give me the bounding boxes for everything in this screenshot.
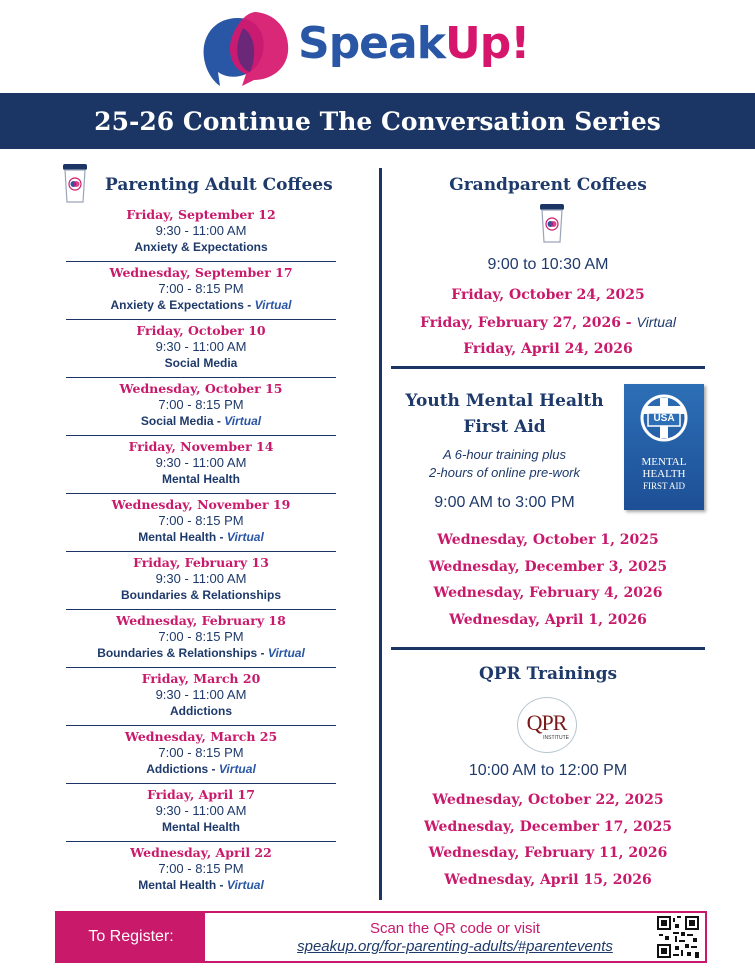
- qpr-time: 10:00 AM to 12:00 PM: [468, 762, 628, 779]
- event-date: Wednesday, March 25: [124, 729, 278, 744]
- event-time: 9:30 - 11:00 AM: [155, 455, 247, 470]
- event-date: Friday, October 10: [136, 323, 266, 338]
- grandparent-coffees-title: Grandparent Coffees: [449, 175, 647, 195]
- event-time: 9:30 - 11:00 AM: [155, 571, 247, 586]
- event-date: Wednesday, February 18: [116, 613, 286, 628]
- virtual-label: Virtual: [226, 530, 264, 544]
- date-item: Wednesday, April 1, 2026: [449, 611, 647, 628]
- qpr-dates: [391, 787, 705, 893]
- grandparent-time: 9:00 to 10:30 AM: [487, 256, 609, 273]
- event-item: [66, 320, 336, 378]
- grandparent-dates: [391, 282, 705, 363]
- event-time: 7:00 - 8:15 PM: [158, 861, 244, 876]
- section-divider: [391, 647, 705, 650]
- event-time: 9:30 - 11:00 AM: [155, 339, 247, 354]
- date-item: Wednesday, February 11, 2026: [428, 845, 668, 861]
- event-time: 7:00 - 8:15 PM: [158, 281, 244, 296]
- event-topic: Anxiety & Expectations - Virtual: [110, 298, 292, 312]
- date-item: Friday, February 27, 2026 - Virtual: [420, 313, 676, 331]
- ymhfa-time: 9:00 AM to 3:00 PM: [434, 494, 575, 511]
- qr-code-icon[interactable]: [657, 916, 699, 958]
- date-item: Friday, October 24, 2025: [451, 287, 645, 303]
- speech-bubbles-icon: [198, 10, 293, 90]
- event-date: Wednesday, November 19: [111, 497, 291, 512]
- badge-text: MENTAL HEALTH FIRST AID: [641, 456, 687, 491]
- event-date: Friday, November 14: [128, 439, 274, 454]
- speakup-logo: [198, 10, 568, 90]
- event-time: 9:30 - 11:00 AM: [155, 803, 247, 818]
- series-title: 25-26 Continue The Conversation Series: [94, 106, 661, 136]
- event-date: Wednesday, September 17: [109, 265, 293, 280]
- event-topic: Boundaries & Relationships - Virtual: [97, 646, 305, 660]
- virtual-label: Virtual: [636, 313, 676, 330]
- event-date: Friday, February 13: [133, 555, 269, 570]
- register-label: To Register:: [57, 913, 205, 961]
- event-time: 7:00 - 8:15 PM: [158, 397, 244, 412]
- event-date: Wednesday, April 22: [130, 845, 272, 860]
- date-item: Friday, April 24, 2026: [463, 341, 633, 357]
- ymhfa-description: A 6-hour training plus 2-hours of online pre-work: [428, 447, 581, 480]
- event-item: [66, 842, 336, 900]
- ymhfa-title: Youth Mental Health First Aid: [405, 391, 604, 437]
- event-date: Friday, April 17: [147, 787, 255, 802]
- series-banner: [0, 93, 755, 149]
- brand-wordmark: SpeakUp!: [298, 18, 530, 69]
- date-item: Wednesday, December 3, 2025: [428, 558, 668, 575]
- virtual-label: Virtual: [226, 878, 264, 892]
- parenting-events-list: [66, 204, 336, 900]
- event-topic: Mental Health: [161, 820, 240, 834]
- event-item: [66, 552, 336, 610]
- register-link[interactable]: speakup.org/for-parenting-adults/#parentevents: [297, 938, 613, 955]
- event-item: [66, 784, 336, 842]
- event-item: [66, 610, 336, 668]
- date-item: Wednesday, April 15, 2026: [444, 871, 652, 888]
- event-topic: Anxiety & Expectations: [134, 240, 268, 254]
- event-item: [66, 204, 336, 262]
- qpr-title: QPR Trainings: [478, 664, 618, 684]
- event-topic: Mental Health: [161, 472, 240, 486]
- virtual-label: Virtual: [267, 646, 305, 660]
- event-item: [66, 262, 336, 320]
- event-topic: Mental Health - Virtual: [138, 878, 264, 892]
- event-topic: Addictions - Virtual: [146, 762, 256, 776]
- date-item: Wednesday, October 22, 2025: [432, 792, 664, 808]
- date-item: Wednesday, December 17, 2025: [423, 818, 673, 835]
- event-topic: Boundaries & Relationships: [120, 588, 282, 602]
- event-item: [66, 726, 336, 784]
- badge-usa: USA: [653, 413, 675, 424]
- coffee-cup-icon: [537, 204, 567, 244]
- virtual-label: Virtual: [224, 414, 262, 428]
- section-divider: [391, 366, 705, 369]
- coffee-cup-icon: [60, 164, 90, 204]
- event-time: 9:30 - 11:00 AM: [155, 223, 247, 238]
- event-item: [66, 494, 336, 552]
- date-item: Wednesday, October 1, 2025: [437, 532, 659, 548]
- mhfa-badge: [624, 384, 704, 510]
- event-date: Friday, March 20: [141, 671, 261, 686]
- event-topic: Social Media - Virtual: [140, 414, 262, 428]
- event-date: Friday, September 12: [126, 207, 276, 222]
- event-time: 7:00 - 8:15 PM: [158, 513, 244, 528]
- event-time: 7:00 - 8:15 PM: [158, 629, 244, 644]
- registration-footer: [55, 911, 707, 963]
- qpr-logo: QPR INSTITUTE: [517, 697, 577, 753]
- column-divider: [379, 168, 382, 900]
- event-time: 9:30 - 11:00 AM: [155, 687, 247, 702]
- event-topic: Mental Health - Virtual: [138, 530, 264, 544]
- register-message: Scan the QR code or visit speakup.org/for-parenting-adults/#parentevents: [205, 913, 705, 961]
- event-item: [66, 668, 336, 726]
- ymhfa-dates: [391, 527, 705, 633]
- parenting-coffees-title: Parenting Adult Coffees: [105, 175, 333, 195]
- event-time: 7:00 - 8:15 PM: [158, 745, 244, 760]
- virtual-label: Virtual: [254, 298, 292, 312]
- event-date: Wednesday, October 15: [119, 381, 283, 396]
- date-item: Wednesday, February 4, 2026: [433, 585, 663, 601]
- event-topic: Addictions: [170, 704, 232, 718]
- event-item: [66, 378, 336, 436]
- virtual-label: Virtual: [218, 762, 256, 776]
- event-topic: Social Media: [164, 356, 238, 370]
- event-item: [66, 436, 336, 494]
